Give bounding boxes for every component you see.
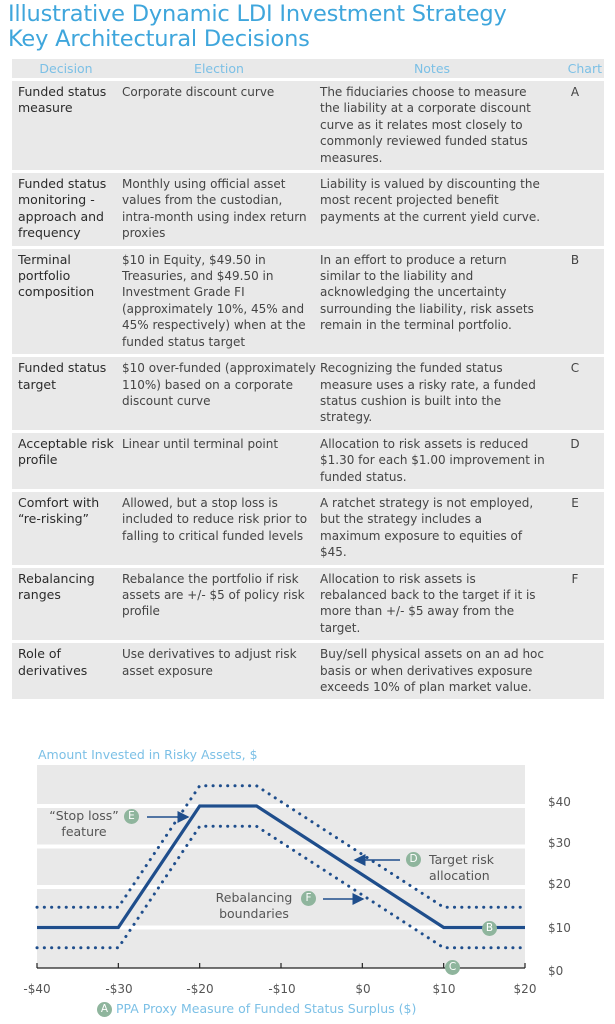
risk-allocation-chart [0, 740, 615, 1024]
cell-decision: Comfort with “re-risking” [12, 492, 120, 565]
cell-decision: Funded status measure [12, 81, 120, 170]
cell-notes: In an effort to produce a return similar to the liability and acknowledging the uncertainty surrounding the liability, risk assets remain in the terminal portfolio. [318, 249, 546, 354]
cell-election: Corporate discount curve [120, 81, 318, 170]
cell-chart: B [546, 249, 604, 354]
badge-e: E [124, 809, 139, 824]
badge-b: B [482, 921, 497, 936]
cell-chart: D [546, 433, 604, 489]
annotation-target-risk: Target risk allocation [429, 852, 495, 883]
badge-a: A [97, 1002, 112, 1017]
y-tick-label: $0 [548, 964, 564, 978]
decisions-table [12, 56, 604, 702]
cell-decision: Rebalancing ranges [12, 568, 120, 641]
cell-decision: Funded status monitoring - approach and frequency [12, 173, 120, 246]
cell-decision: Funded status target [12, 357, 120, 430]
cell-election: Rebalance the portfolio if risk assets are +/- $5 of policy risk profile [120, 568, 318, 641]
page-title [8, 2, 507, 52]
badge-c: C [445, 960, 460, 975]
cell-chart: A [546, 81, 604, 170]
header-decision: Decision [12, 59, 120, 78]
x-tick-label: $20 [513, 982, 537, 996]
title-line-1: Illustrative Dynamic LDI Investment Strategy [8, 1, 507, 27]
x-tick-label: $10 [432, 982, 456, 996]
table-header-row [12, 59, 604, 78]
cell-notes: A ratchet strategy is not employed, but the strategy includes a maximum exposure to equities of $45. [318, 492, 546, 565]
cell-election: $10 in Equity, $49.50 in Treasuries, and $49.50 in Investment Grade FI (approximately 10%, 45% and 45% respectively) when at the funded status target [120, 249, 318, 354]
cell-election: Linear until terminal point [120, 433, 318, 489]
annotation-stop-loss-text: “Stop loss” feature [49, 808, 119, 839]
cell-notes: The fiduciaries choose to measure the liability at a corporate discount curve as it relates most closely to commonly reviewed funded status measures. [318, 81, 546, 170]
cell-chart [546, 173, 604, 246]
x-tick-label: -$10 [268, 982, 296, 996]
x-axis-title-text: PPA Proxy Measure of Funded Status Surplus ($) [115, 1001, 417, 1016]
header-notes: Notes [318, 59, 546, 78]
cell-chart [546, 643, 604, 699]
cell-chart: F [546, 568, 604, 641]
badge-f: F [301, 891, 316, 906]
cell-election: Allowed, but a stop loss is included to reduce risk prior to falling to critical funded levels [120, 492, 318, 565]
x-axis-title [97, 1001, 416, 1017]
table-row [12, 81, 604, 170]
cell-chart: E [546, 492, 604, 565]
header-election: Election [120, 59, 318, 78]
annotation-stop-loss [44, 808, 124, 840]
y-tick-label: $30 [548, 836, 571, 850]
chart-title: Amount Invested in Risky Assets, $ [38, 747, 258, 762]
cell-election: Monthly using official asset values from the custodian, intra-month using index return proxies [120, 173, 318, 246]
cell-election: Use derivatives to adjust risk asset exposure [120, 643, 318, 699]
y-tick-label: $10 [548, 921, 571, 935]
cell-chart: C [546, 357, 604, 430]
table-row [12, 173, 604, 246]
table-row [12, 568, 604, 641]
cell-election: $10 over-funded (approximately 110%) based on a corporate discount curve [120, 357, 318, 430]
table-row [12, 357, 604, 430]
x-tick-label: -$20 [186, 982, 214, 996]
cell-decision: Role of derivatives [12, 643, 120, 699]
header-chart: Chart [546, 59, 604, 78]
y-tick-label: $40 [548, 795, 571, 809]
table-row [12, 643, 604, 699]
cell-notes: Allocation to risk assets is rebalanced back to the target if it is more than +/- $5 away from the target. [318, 568, 546, 641]
title-line-2: Key Architectural Decisions [8, 26, 310, 52]
cell-decision: Terminal portfolio composition [12, 249, 120, 354]
x-tick-label: $0 [355, 982, 371, 996]
cell-notes: Recognizing the funded status measure uses a risky rate, a funded status cushion is built into the strategy. [318, 357, 546, 430]
cell-notes: Liability is valued by discounting the most recent projected benefit payments at the current yield curve. [318, 173, 546, 246]
table-row [12, 249, 604, 354]
table-row [12, 492, 604, 565]
x-tick-label: -$30 [105, 982, 133, 996]
cell-notes: Allocation to risk assets is reduced $1.30 for each $1.00 improvement in funded status. [318, 433, 546, 489]
cell-decision: Acceptable risk profile [12, 433, 120, 489]
badge-d: D [406, 852, 421, 867]
annotation-rebalancing: Rebalancing boundaries [215, 890, 293, 921]
table-row [12, 433, 604, 489]
y-tick-label: $20 [548, 877, 571, 891]
x-tick-label: -$40 [23, 982, 51, 996]
cell-notes: Buy/sell physical assets on an ad hoc basis or when derivatives exposure exceeds 10% of plan market value. [318, 643, 546, 699]
